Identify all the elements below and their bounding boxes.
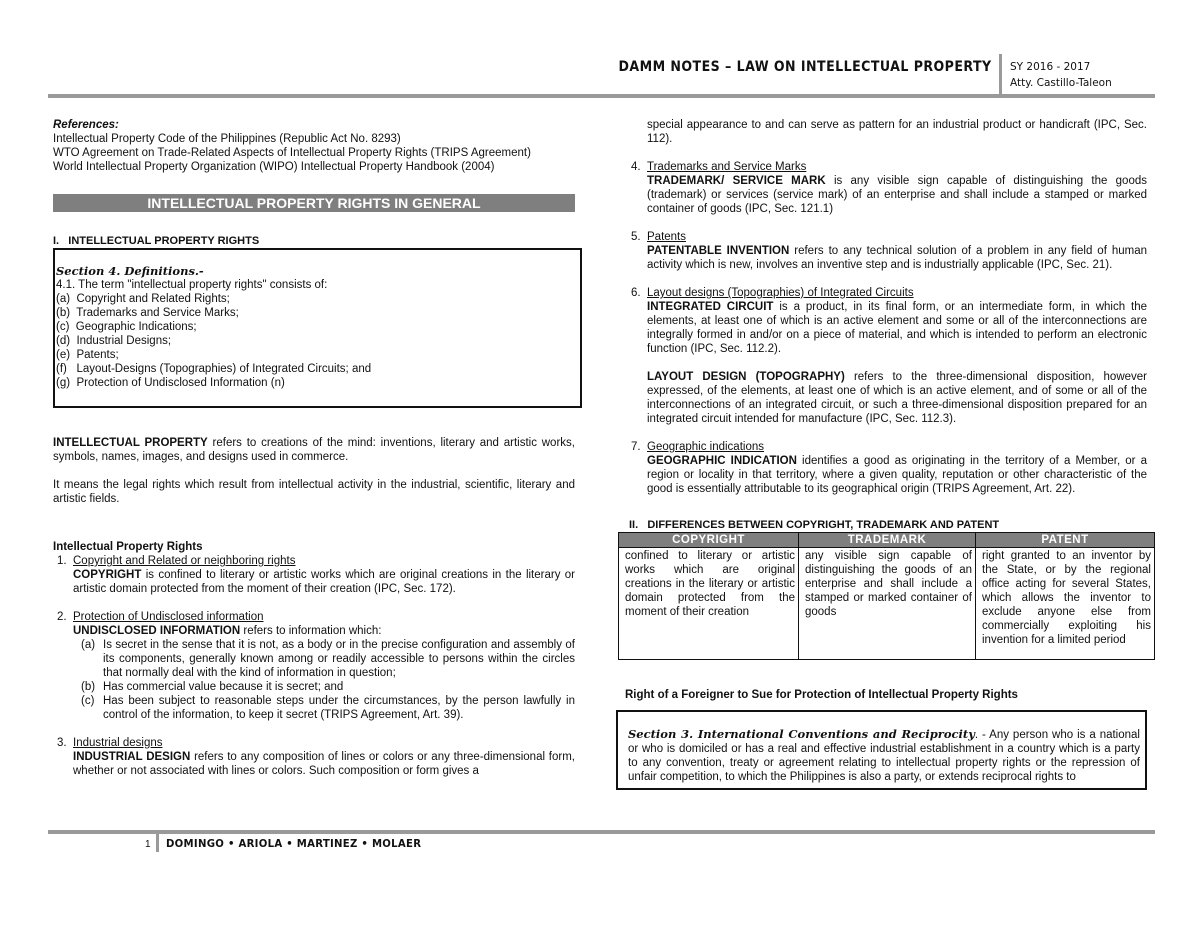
- left-column: [53, 118, 575, 778]
- reference-item: Intellectual Property Code of the Philippines (Republic Act No. 8293): [53, 133, 401, 145]
- column-header: COPYRIGHT: [619, 533, 799, 548]
- references-heading: References:: [53, 119, 119, 131]
- list-number: 3.: [57, 737, 67, 749]
- sub-text: Has commercial value because it is secret; and: [103, 681, 344, 693]
- list-number: 2.: [57, 611, 67, 623]
- term: LAYOUT DESIGN (TOPOGRAPHY): [647, 371, 845, 383]
- table-cell: confined to literary or artistic works which are original creations in the literary or artistic domain protected from the moment of their creation: [619, 548, 799, 660]
- list-item-title: Trademarks and Service Marks: [647, 161, 807, 173]
- list-item-trademarks: [627, 160, 1147, 216]
- legal-rights-text: It means the legal rights which result from intellectual activity in the industrial, scientific, literary and artistic fields.: [53, 479, 575, 505]
- sub-number: (c): [81, 695, 95, 707]
- column-header: TRADEMARK: [799, 533, 976, 548]
- term-text: is any visible sign capable of distinguishing the goods (trademark) or services (service mark) of an enterprise and shall include a stamped or marked container of goods (IPC, Sec. 121.1): [647, 175, 1147, 215]
- list-item-geographic-indications: [627, 440, 1147, 496]
- list-item-industrial-designs: [53, 736, 575, 778]
- term: TRADEMARK/ SERVICE MARK: [647, 175, 826, 187]
- definitions-box: [53, 248, 582, 408]
- list-item-body: [73, 750, 575, 778]
- list-item-body: [647, 300, 1147, 356]
- definition-item: (f) Layout-Designs (Topographies) of Integrated Circuits; and: [56, 363, 372, 375]
- section-3-body: . - Any person who is a national or who is domiciled or has a real and effective industrial establishment in a country which is a party to any convention, treaty or agreement relating to intellectual property rights or the repression of unfair competition, to which the Philippines is also a party, or extends reciprocal rights to: [628, 729, 1140, 783]
- table-cell: right granted to an inventor by the State, or by the regional office acting for several States, which allows the inventor to exclude anyone else from commercially exploiting his invention for a limited period: [976, 548, 1155, 660]
- header-separator: [999, 54, 1002, 96]
- header-rule: [48, 94, 1155, 98]
- term-text: identifies a good as originating in the territory of a Member, or a region or locality in that territory, where a given quality, reputation or other characteristic of the good is essentially attributable to its geographical origin (TRIPS Agreement, Art. 22).: [647, 455, 1147, 495]
- attorney-name: Atty. Castillo-Taleon: [1010, 77, 1112, 89]
- term: PATENTABLE INVENTION: [647, 245, 790, 257]
- list-number: 5.: [631, 231, 641, 243]
- ip-definition-text: refers to creations of the mind: inventions, literary and artistic works, symbols, names, images, and designs used in commerce.: [53, 437, 575, 463]
- page-number: 1: [145, 839, 151, 850]
- sub-item: [53, 680, 575, 694]
- list-item-body: [647, 454, 1147, 496]
- list-item-title: Protection of Undisclosed information: [73, 611, 264, 623]
- sub-text: Has been subject to reasonable steps under the circumstances, by the person lawfully in control of the information, to keep it secret (TRIPS Agreement, Art. 39).: [103, 695, 575, 721]
- section-3-box: [616, 710, 1147, 790]
- sub-item: [53, 694, 575, 722]
- right-column: [625, 118, 1151, 790]
- list-item-body-2: [647, 370, 1147, 426]
- list-item-body: [73, 624, 575, 638]
- list-item-title: Patents: [647, 231, 686, 243]
- reference-item: WTO Agreement on Trade-Related Aspects of Intellectual Property Rights (TRIPS Agreement): [53, 147, 531, 159]
- list-item-title: Geographic indications: [647, 441, 764, 453]
- footer-separator: [156, 834, 159, 852]
- foreigner-heading: Right of a Foreigner to Sue for Protection of Intellectual Property Rights: [625, 689, 1018, 701]
- differences-table: [618, 532, 1155, 660]
- list-item-title: Layout designs (Topographies) of Integrated Circuits: [647, 287, 914, 299]
- section-banner: INTELLECTUAL PROPERTY RIGHTS IN GENERAL: [53, 194, 575, 212]
- definition-item: (c) Geographic Indications;: [56, 321, 197, 333]
- sub-number: (b): [81, 681, 96, 693]
- ip-term: INTELLECTUAL PROPERTY: [53, 437, 208, 449]
- section-1-heading: I. INTELLECTUAL PROPERTY RIGHTS: [53, 235, 260, 247]
- list-item-body: [647, 174, 1147, 216]
- list-item-patents: [627, 230, 1147, 272]
- term: GEOGRAPHIC INDICATION: [647, 455, 797, 467]
- definitions-title: Section 4. Definitions.-: [56, 264, 204, 278]
- term: INTEGRATED CIRCUIT: [647, 301, 774, 313]
- list-number: 1.: [57, 555, 67, 567]
- list-item-body: [647, 244, 1147, 272]
- term: INDUSTRIAL DESIGN: [73, 751, 191, 763]
- list-number: 7.: [631, 441, 641, 453]
- column-header: PATENT: [976, 533, 1155, 548]
- list-item-title: Industrial designs: [73, 737, 163, 749]
- footer-rule: [48, 830, 1155, 834]
- section-2-heading: II. DIFFERENCES BETWEEN COPYRIGHT, TRADEMARK AND PATENT: [629, 519, 1000, 531]
- term: COPYRIGHT: [73, 569, 142, 581]
- term-text: refers to the three-dimensional disposition, however expressed, of the elements, at least one of which is an active element, and of some or all of the interconnections of an integrated circuit, or such a three-dimensional disposition prepared for an integrated circuit intended for manufacture (IPC, Sec. 112.3).: [647, 371, 1147, 425]
- term-text: refers to information which:: [240, 625, 382, 637]
- term-text: is confined to literary or artistic works which are original creations in the literary or artistic domain protected from the moment of their creation (IPC, Sec. 172).: [73, 569, 575, 595]
- reference-item: World Intellectual Property Organization (WIPO) Intellectual Property Handbook (2004): [53, 161, 495, 173]
- term: UNDISCLOSED INFORMATION: [73, 625, 241, 637]
- school-year: SY 2016 - 2017: [1010, 61, 1091, 73]
- ipr-heading: Intellectual Property Rights: [53, 541, 203, 553]
- list-item-body: [73, 568, 575, 596]
- section-3-text: [628, 727, 1140, 784]
- ip-definition: [53, 436, 575, 464]
- section-3-title: Section 3. International Conventions and Reciprocity: [628, 727, 975, 741]
- definition-item: (b) Trademarks and Service Marks;: [56, 307, 239, 319]
- term-text: is a product, in its final form, or an intermediate form, in which the elements, at least one of which is an active element and some or all of the interconnections are integrally formed in and/or on a piece of material, and which is intended to perform an electronic function (IPC, Sec. 112.2).: [647, 301, 1148, 355]
- document-header-title: DAMM NOTES – LAW ON INTELLECTUAL PROPERTY: [618, 59, 992, 75]
- definition-item: (e) Patents;: [56, 349, 119, 361]
- table-header-row: [619, 533, 1155, 548]
- list-item-layout-designs: [627, 286, 1147, 426]
- definition-item: (g) Protection of Undisclosed Information (n): [56, 377, 285, 389]
- list-number: 4.: [631, 161, 641, 173]
- sub-text: Is secret in the sense that it is not, as a body or in the precise configuration and assembly of its components, generally known among or readily accessible to persons within the circles that normally deal with the kind of information in question;: [103, 639, 575, 679]
- term-text: refers to any composition of lines or colors or any three-dimensional form, whether or not associated with lines or colors. Such composition or form gives a: [73, 751, 575, 777]
- list-number: 6.: [631, 287, 641, 299]
- definition-item: (a) Copyright and Related Rights;: [56, 293, 230, 305]
- sub-item: [53, 638, 575, 680]
- definitions-intro: 4.1. The term "intellectual property rights" consists of:: [56, 279, 328, 291]
- continued-text: special appearance to and can serve as pattern for an industrial product or handicraft (IPC, Sec. 112).: [647, 119, 1147, 145]
- list-item-undisclosed-info: [53, 610, 575, 638]
- sub-number: (a): [81, 639, 96, 651]
- term-text: refers to any technical solution of a problem in any field of human activity which is new, involves an inventive step and is industrially applicable (IPC, Sec. 21).: [647, 245, 1147, 271]
- list-item-title: Copyright and Related or neighboring rights: [73, 555, 296, 567]
- table-row: [619, 548, 1155, 660]
- list-item-copyright: [53, 554, 575, 596]
- footer-authors: DOMINGO • ARIOLA • MARTINEZ • MOLAER: [166, 837, 422, 850]
- definition-item: (d) Industrial Designs;: [56, 335, 172, 347]
- table-cell: any visible sign capable of distinguishing the goods of an enterprise and shall include a stamped or marked container of goods: [799, 548, 976, 660]
